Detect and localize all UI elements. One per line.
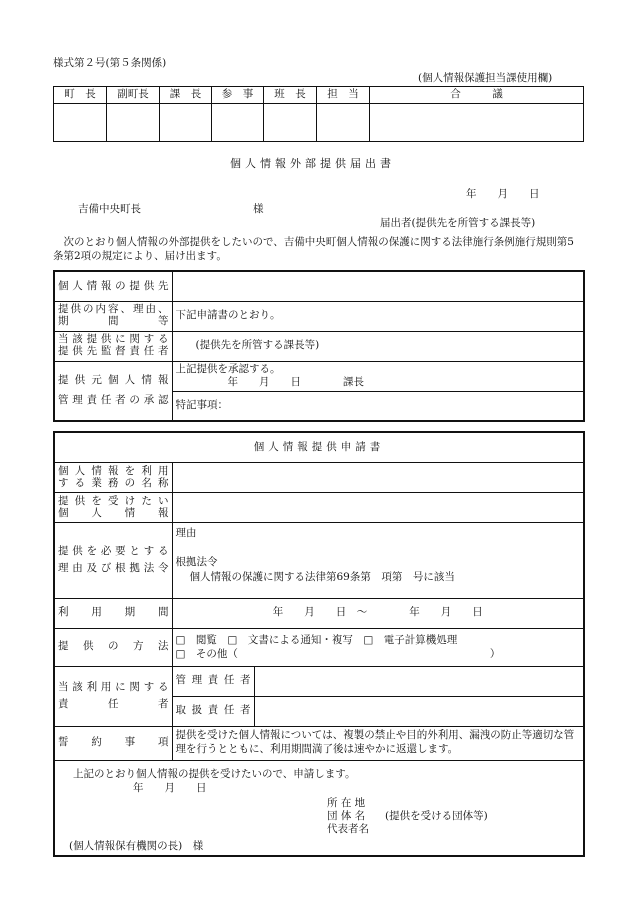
org-label: 団 体 名 xyxy=(327,809,366,822)
submitter-label: 届出者(提供先を所管する課長等) xyxy=(380,217,536,229)
stamp-cell[interactable] xyxy=(160,104,212,142)
notification-table xyxy=(53,270,585,422)
approval-header: 合 議 xyxy=(370,87,584,104)
provision-target-label: 個人情報の提供先 xyxy=(54,271,172,301)
dept-note: (個人情報保護担当課使用欄) xyxy=(418,72,553,84)
honorific: 様 xyxy=(253,203,264,215)
form-title: 個人情報外部提供届出書 xyxy=(230,157,395,170)
requested-info-label: 提供を受けたい 個 人 情 報 xyxy=(54,492,172,522)
provision-target-field[interactable] xyxy=(172,271,584,301)
date-line: 年 月 日 xyxy=(466,188,540,200)
footer-date: 年 月 日 xyxy=(133,781,207,794)
content-field[interactable]: 下記申請書のとおり。 xyxy=(172,301,584,331)
supervisor-field[interactable]: (提供先を所管する課長等) xyxy=(172,331,584,361)
approval-header: 副町長 xyxy=(107,87,160,104)
usage-period-label: 利 用 期 間 xyxy=(54,598,172,628)
stamp-cell[interactable] xyxy=(212,104,264,142)
manager-field[interactable] xyxy=(254,666,584,696)
requested-info-field[interactable] xyxy=(172,492,584,522)
responsible-label: 当該利用に関する 責 任 者 xyxy=(54,666,172,726)
usage-period-field[interactable]: 年 月 日 ～ 年 月 日 xyxy=(172,598,584,628)
form-number: 様式第２号(第５条関係) xyxy=(53,57,167,69)
pledge-text: 提供を受けた個人情報については、複製の禁止や目的外利用、漏洩の防止等適切な管理を行うとともに、利用期間満了後は速やかに返還します。 xyxy=(172,726,584,760)
intro-text: 次のとおり個人情報の外部提供をしたいので、吉備中央町個人情報の保護に関する法律施行条例施行規則第5条第2項の規定により、届け出ます。 xyxy=(53,236,574,262)
application-title: 個人情報提供申請書 xyxy=(54,432,584,462)
approval-header: 担 当 xyxy=(317,87,370,104)
manager-label: 管理責任者 xyxy=(172,666,254,696)
method-label: 提 供 の 方 法 xyxy=(54,628,172,666)
pledge-label: 誓 約 事 項 xyxy=(54,726,172,760)
stamp-cell[interactable] xyxy=(107,104,160,142)
approval-header: 課 長 xyxy=(160,87,212,104)
application-table xyxy=(53,431,585,857)
approval-header: 町 長 xyxy=(54,87,107,104)
method-field[interactable]: □ 閲覧 □ 文書による通知・複写 □ 電子計算機処理 □ その他（ ） xyxy=(172,628,584,666)
special-notes-field[interactable]: 特記事項： xyxy=(172,391,584,421)
approval-table xyxy=(53,86,584,142)
application-footer: 上記のとおり個人情報の提供を受けたいので、申請します。 年 月 日 所 在 地 団 体 名 (提供を受ける団体等) 代表者名 (個人情報保有機関の長) 様 xyxy=(54,760,584,856)
address-label: 所 在 地 xyxy=(327,796,366,809)
handler-label: 取扱責任者 xyxy=(172,696,254,726)
business-name-field[interactable] xyxy=(172,462,584,492)
approval-header: 班 長 xyxy=(264,87,317,104)
stamp-cell[interactable] xyxy=(370,104,584,142)
supervisor-label: 当該提供に関する 提供先監督責任者 xyxy=(54,331,172,361)
approval-field[interactable]: 上記提供を承認する。 年 月 日 課長 xyxy=(172,361,584,391)
stamp-cell[interactable] xyxy=(264,104,317,142)
approval-header: 参 事 xyxy=(212,87,264,104)
stamp-cell[interactable] xyxy=(317,104,370,142)
representative-label: 代表者名 xyxy=(327,822,369,835)
addressee: 吉備中央町長 xyxy=(78,203,141,215)
content-label: 提供の内容、理由、 期 間 等 xyxy=(54,301,172,331)
business-name-label: 個人情報を利用 する業務の名称 xyxy=(54,462,172,492)
stamp-cell[interactable] xyxy=(54,104,107,142)
approval-label: 提供元個人情報 管理責任者の承認 xyxy=(54,361,172,421)
handler-field[interactable] xyxy=(254,696,584,726)
reason-field[interactable]: 理由 根拠法令 個人情報の保護に関する法律第69条第 項第 号に該当 xyxy=(172,522,584,598)
recipient-label: (個人情報保有機関の長) 様 xyxy=(69,839,204,852)
reason-label: 提供を必要とする 理由及び根拠法令 xyxy=(54,522,172,598)
org-note: (提供を受ける団体等) xyxy=(385,809,488,822)
